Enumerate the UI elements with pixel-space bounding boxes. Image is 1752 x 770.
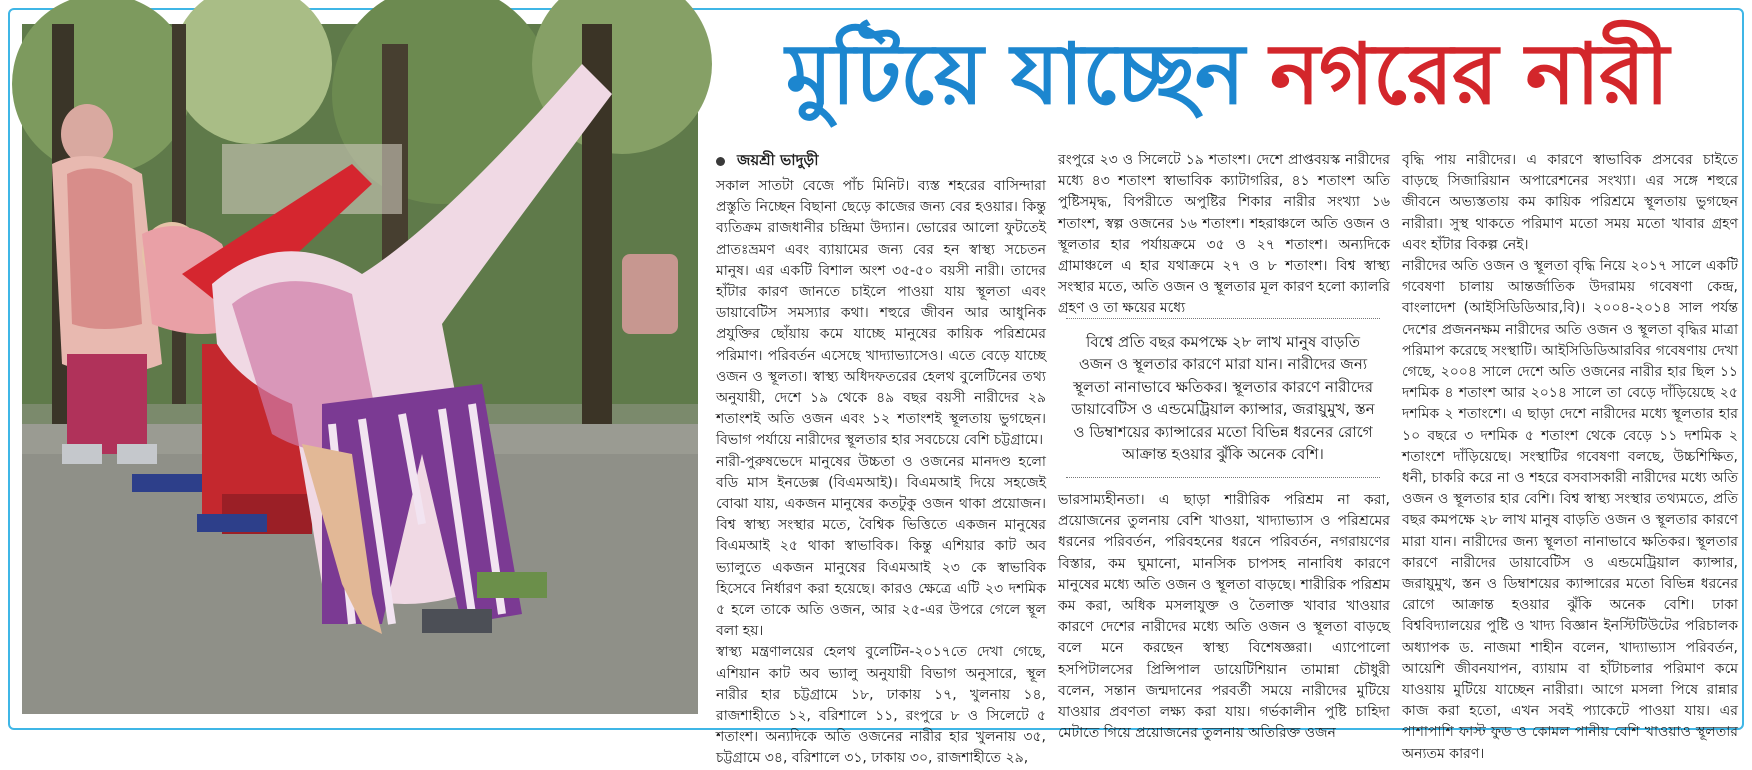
paragraph: স্বাস্থ্য মন্ত্রণালয়ের হেলথ বুলেটিন-২০১৭তে দেখা গেছে, এশিয়ান কাট অব ভ্যালু অনুযায়ী বিভাগ অনুসারে, স্থূল নারীর হার চট্টগ্রামে ১৮, ঢাকায় ১৭, খুলনায় ১৪, রাজশাহীতে ১২, বরিশালে ১১, রংপুরে ৮ ও সিলেটে ৫ শতাংশ। অন্যদিকে অতি ওজনের নারীর হার খুলনায় ৩৫, চট্টগ্রামে ৩৪, বরিশালে ৩১, ঢাকায় ৩০, রাজশাহীতে ২৯, [716, 644, 1046, 767]
headline-part-2: নগরের নারী [1269, 25, 1669, 123]
article-column-2-upper [1058, 150, 1390, 317]
women-exercising-photo-icon [22, 24, 698, 714]
pull-quote [1066, 318, 1380, 478]
byline [716, 150, 1046, 172]
paragraph: নারীদের অতি ওজন ও স্থূলতা বৃদ্ধি নিয়ে ২০১৭ সালে একটি গবেষণা চালায় আন্তর্জাতিক উদরাময় গবেষণা কেন্দ্র, বাংলাদেশ (আইসিডিডিআর,বি)। ২০০৪-২০১৪ সাল পর্যন্ত দেশের প্রজননক্ষম নারীদের অতি ওজন ও স্থূলতা বৃদ্ধির মাত্রা পরিমাপ করেছে সংস্থাটি। আইসিডিডিআরবির গবেষণায় দেখা গেছে, ২০০৪ সালে দেশে অতি ওজনের নারীর হার ছিল ১১ দশমিক ৪ শতাংশ আর ২০১৪ সালে তা বেড়ে দাঁড়িয়েছে ২৫ দশমিক ২ শতাংশে। এ ছাড়া দেশে নারীদের মধ্যে স্থূলতার হার ১০ বছরে ৩ দশমিক ৫ শতাংশ থেকে বেড়ে ১১ দশমিক ২ শতাংশে দাঁড়িয়েছে। সংস্থাটির গবেষণা বলছে, উচ্চশিক্ষিত, ধনী, চাকরি করে না ও শহরে বসবাসকারী নারীদের মধ্যে অতি ওজন ও স্থূলতার হার বেশি। বিশ্ব স্বাস্থ্য সংস্থার তথ্যমতে, প্রতি বছর কমপক্ষে ২৮ লাখ মানুষ বাড়তি ওজন ও স্থূলতার কারণে মারা যান। নারীদের জন্য স্থূলতা নানাভাবে ক্ষতিকর। স্থূলতার কারণে নারীদের ডায়াবেটিস ও এন্ডমেট্রিয়াল ক্যান্সার, জরায়ুমুখ, স্তন ও ডিম্বাশয়ের ক্যান্সারের মতো বিভিন্ন ধরনের রোগে আক্রান্ত হওয়ার ঝুঁকি অনেক বেশি। ঢাকা বিশ্ববিদ্যালয়ের পুষ্টি ও খাদ্য বিজ্ঞান ইনস্টিটিউটের পরিচালক অধ্যাপক ড. নাজমা শাহীন বলেন, খাদ্যাভ্যাস পরিবর্তন, আয়েশি জীবনযাপন, ব্যায়াম বা হাঁটাচলার পরিমাণ কমে যাওয়ায় মুটিয়ে যাচ্ছেন নারীরা। আগে মসলা পিষে রান্নার কাজ করা হতো, এখন সবই প্যাকেটে পাওয়া যায়। এর পাশাপাশি ফাস্ট ফুড ও কোমল পানীয় বেশি খাওয়াও স্থূলতার অন্যতম কারণ। [1402, 258, 1738, 762]
headline [712, 14, 1742, 134]
article-column-1 [716, 150, 1046, 767]
paragraph: নারী-পুরুষভেদে মানুষের উচ্চতা ও ওজনের মানদণ্ড হলো বডি মাস ইনডেক্স (বিএমআই)। বিএমআই দিয়ে সহজেই বোঝা যায়, একজন মানুষের কতটুকু ওজন থাকা প্রয়োজন। বিশ্ব স্বাস্থ্য সংস্থার মতে, বৈশ্বিক ভিত্তিতে একজন মানুষের বিএমআই ২৫ থাকা স্বাভাবিক। কিন্তু এশিয়ার কাট অব ভ্যালুতে একজন মানুষের বিএমআই ২৩ কে স্বাভাবিক হিসেবে নির্ধারণ করা হয়েছে। কারও ক্ষেত্রে এটি ২৩ দশমিক ৫ হলে তাকে অতি ওজন, আর ২৫-এর উপরে গেলে স্থূল বলা হয়। [716, 453, 1046, 640]
article-photo [22, 24, 698, 714]
pull-quote-text: বিশ্বে প্রতি বছর কমপক্ষে ২৮ লাখ মানুষ বাড়তি ওজন ও স্থূলতার কারণে মারা যান। নারীদের জন্য স্থূলতা নানাভাবে ক্ষতিকর। স্থূলতার কারণে নারীদের ডায়াবেটিস ও এন্ডমেট্রিয়াল ক্যান্সার, জরায়ুমুখ, স্তন ও ডিম্বাশয়ের ক্যান্সারের মতো বিভিন্ন ধরনের রোগে আক্রান্ত হওয়ার ঝুঁকি অনেক বেশি। [1071, 333, 1375, 464]
paragraph: বৃদ্ধি পায় নারীদের। এ কারণে স্বাভাবিক প্রসবের চাইতে বাড়ছে সিজারিয়ান অপারেশনের সংখ্যা। এর সঙ্গে শহুরে জীবনে অভ্যস্ততায় কম কায়িক পরিশ্রমে স্থূলতায় ভুগছেন নারীরা। সুস্থ থাকতে পরিমাণ মতো সময় মতো খাবার গ্রহণ এবং হাঁটার বিকল্প নেই। [1402, 152, 1738, 253]
paragraph: রংপুরে ২৩ ও সিলেটে ১৯ শতাংশ। দেশে প্রাপ্তবয়স্ক নারীদের মধ্যে ৪৩ শতাংশ স্বাভাবিক ক্যাটাগরির, ৪১ শতাংশ অতি পুষ্টিসমৃদ্ধ, বিপরীতে অপুষ্টির শিকার নারীর সংখ্যা ১৬ শতাংশ, স্বল্প ওজনের ১৬ শতাংশ। শহরাঞ্চলে অতি ওজন ও স্থূলতার হার পর্যায়ক্রমে ৩৫ ও ২৭ শতাংশ। অন্যদিকে গ্রামাঞ্চলে এ হার যথাক্রমে ২৭ ও ৮ শতাংশ। বিশ্ব স্বাস্থ্য সংস্থার মতে, অতি ওজন ও স্থূলতার মূল কারণ হলো ক্যালরি গ্রহণ ও তা ক্ষয়ের মধ্যে [1058, 152, 1390, 317]
headline-part-1: মুটিয়ে যাচ্ছেন [785, 25, 1244, 123]
article-column-3 [1402, 150, 1738, 762]
paragraph: সকাল সাতটা বেজে পাঁচ মিনিট। ব্যস্ত শহরের বাসিন্দারা প্রস্তুতি নিচ্ছেন বিছানা ছেড়ে কাজের জন্য বের হওয়ার। কিন্তু ব্যতিক্রম রাজধানীর চন্দ্রিমা উদ্যান। ভোরের আলো ফুটতেই প্রাতঃভ্রমণ এবং ব্যায়ামের জন্য বের হন স্বাস্থ্য সচেতন মানুষ। এর একটি বিশাল অংশ ৩৫-৫০ বয়সী নারী। তাদের হাঁটার কারণ জানতে চাইলে পাওয়া যায় স্থূলতা এবং ডায়াবেটিস সমস্যার কথা। শহুরে জীবন আর আধুনিক প্রযুক্তির ছোঁয়ায় কমে যাচ্ছে মানুষের কায়িক পরিশ্রমের পরিমাণ। পরিবর্তন এসেছে খাদ্যাভ্যাসেও। এতে বেড়ে যাচ্ছে ওজন ও স্থূলতা। স্বাস্থ্য অধিদফতরের হেলথ বুলেটিনের তথ্য অনুযায়ী, দেশে ১৯ থেকে ৪৯ বছর বয়সী নারীদের ২৯ শতাংশই অতি ওজন এবং ১২ শতাংশই স্থূলতায় ভুগছেন। বিভাগ পর্যায়ে নারীদের স্থূলতার হার সবচেয়ে বেশি চট্টগ্রামে। [716, 178, 1046, 449]
article-column-2-lower [1058, 490, 1390, 742]
byline-bullet-icon [716, 157, 725, 166]
byline-author: জয়শ্রী ভাদুড়ী [737, 151, 819, 170]
paragraph: ভারসাম্যহীনতা। এ ছাড়া শারীরিক পরিশ্রম না করা, প্রয়োজনের তুলনায় বেশি খাওয়া, খাদ্যাভ্যাস ও পরিশ্রমের ধরনের পরিবর্তন, পরিবহনের ধরনে পরিবর্তন, নগরায়ণের বিস্তার, কম ঘুমানো, মানসিক চাপসহ নানাবিধ কারণে মানুষের মধ্যে অতি ওজন ও স্থূলতা বাড়ছে। শারীরিক পরিশ্রম কম করা, অধিক মসলাযুক্ত ও তৈলাক্ত খাবার খাওয়ার কারণে দেশের নারীদের মধ্যে অতি ওজন ও স্থূলতা বাড়ছে বলে মনে করছেন স্বাস্থ্য বিশেষজ্ঞরা। এ্যাপোলো হসপিটালসের প্রিন্সিপাল ডায়েটিশিয়ান তামান্না চৌধুরী বলেন, সন্তান জন্মদানের পরবর্তী সময়ে নারীদের মুটিয়ে যাওয়ার প্রবণতা লক্ষ্য করা যায়। গর্ভকালীন পুষ্টি চাহিদা মেটাতে গিয়ে প্রয়োজনের তুলনায় অতিরিক্ত ওজন [1058, 492, 1390, 742]
